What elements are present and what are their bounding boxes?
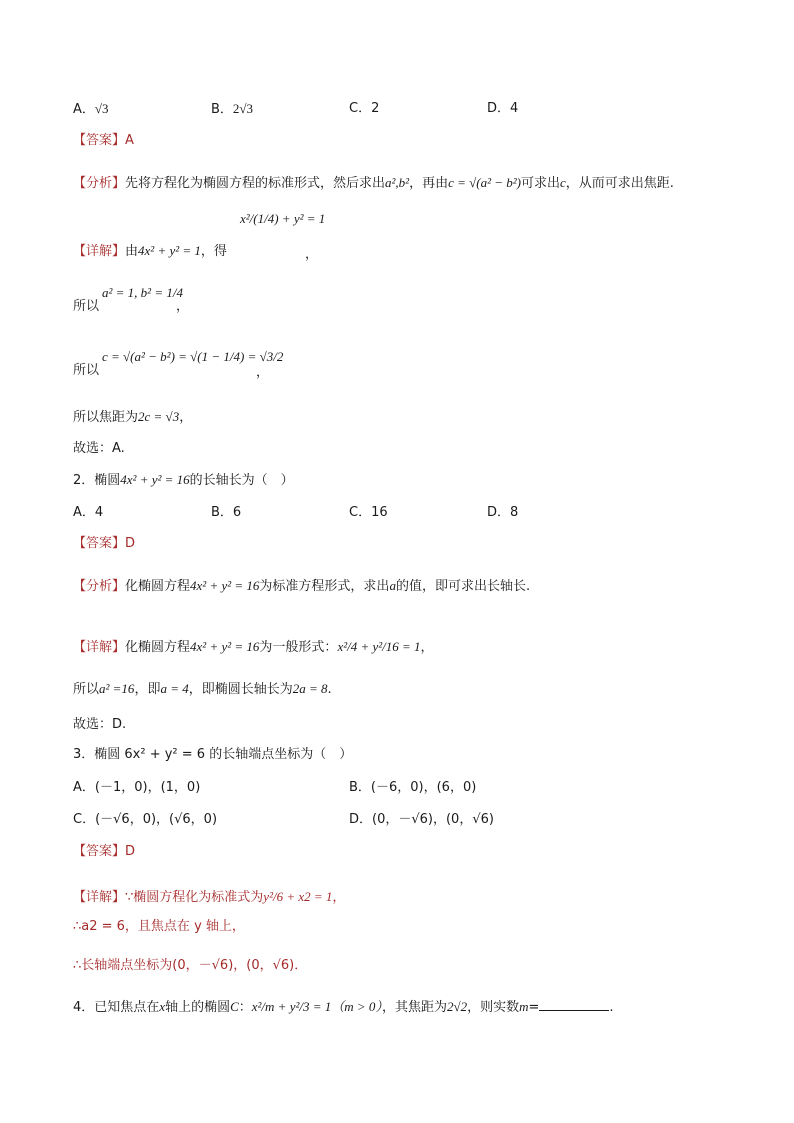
q2-stem-math: 4x² + y² = 16 (120, 472, 190, 487)
q3-answer (73, 843, 135, 861)
q1-answer (73, 132, 134, 150)
focal-label: 所以焦距为 (73, 410, 139, 425)
so-label: 所以 (73, 299, 100, 314)
q1-focal (73, 408, 192, 427)
q3-option-d: D．(0，－√6)，(0，√6) (349, 812, 494, 827)
q1-detail (73, 242, 227, 261)
so-text: ，即椭圆长轴长为 (188, 682, 293, 697)
analysis-math: 4x² + y² = 16 (190, 578, 260, 593)
detail-math: y²/6 + x2 = 1 (263, 889, 333, 904)
q4-var-x: x (159, 999, 166, 1014)
focal-math: 2c = √3 (138, 409, 180, 424)
so-end: . (327, 682, 332, 697)
answer-label: 【答案】 (73, 536, 126, 551)
q3-option-a: A．(－1，0)，(1，0) (73, 780, 201, 795)
q3-option-c: C．(－√6，0)，(√6，0) (73, 812, 218, 827)
analysis-text: 先将方程化为椭圆方程的标准形式，然后求出 (125, 176, 386, 191)
q4-text: = (528, 1000, 540, 1015)
analysis-text: 的值，即可求出长轴长. (395, 579, 531, 594)
q3-line2: ∴a2 = 6，且焦点在 y 轴上， (73, 919, 245, 934)
detail-label: 【详解】 (73, 244, 126, 259)
q4-end: . (609, 1000, 614, 1015)
line3-text: )，(0， (228, 958, 273, 973)
so-math: a = 4 (160, 681, 189, 696)
q1-so1 (73, 298, 99, 316)
q4-var-m: m (519, 999, 529, 1014)
analysis-label: 【分析】 (73, 579, 126, 594)
q2-so (73, 680, 332, 699)
q2-option-c: C．16 (349, 505, 388, 520)
analysis-math-c-formula: c = √(a² − b²) (448, 175, 521, 190)
analysis-label: 【分析】 (73, 176, 126, 191)
q4-equation: x²/m + y²/3 = 1 (251, 999, 332, 1014)
q1-so2-math: c = √(a² − b²) = √(1 − 1/4) = √3/2 (102, 349, 284, 364)
q3-stem: 3．椭圆 6x² + y² = 6 的长轴端点坐标为（ ） (73, 747, 353, 762)
analysis-text: 为标准方程形式，求出 (259, 579, 390, 594)
detail-text: ，得 (200, 244, 227, 259)
q4-text: ： (238, 1000, 252, 1015)
detail-label: 【详解】 (73, 890, 126, 905)
focal-end: ， (179, 410, 193, 425)
q4-text: 4．已知焦点在 (73, 1000, 160, 1015)
q1-detail-comma: ， (305, 247, 319, 262)
q2-option-a: A．4 (73, 505, 104, 520)
answer-label: 【答案】 (73, 133, 126, 148)
analysis-math-ab: a²,b² (385, 175, 410, 190)
q4-text: ，则实数 (467, 1000, 520, 1015)
q4-answer-blank[interactable] (539, 998, 609, 1011)
q2-option-b: B．6 (211, 505, 242, 520)
answer-label: 【答案】 (73, 844, 126, 859)
so-math: 2a = 8 (292, 681, 328, 696)
q1-so2-end: ， (256, 365, 270, 380)
q3-option-b: B．(－6，0)，(6，0) (349, 780, 477, 795)
q3-detail (73, 888, 345, 907)
q4-focal: 2√2 (446, 999, 468, 1014)
line3-math: √6 (272, 958, 290, 973)
q4-text: ，其焦距为 (381, 1000, 447, 1015)
answer-value: A (125, 133, 134, 148)
q2-stem-text: 2．椭圆 (73, 473, 121, 488)
q1-option-a-label: A． (73, 102, 95, 117)
detail-math: 4x² + y² = 16 (190, 639, 260, 654)
so-label: 所以 (73, 363, 100, 378)
detail-label: 【详解】 (73, 640, 126, 655)
analysis-text: 可求出 (521, 176, 561, 191)
line3-text: ∴长轴端点坐标为(0， (73, 958, 199, 973)
q1-option-c: C．2 (349, 101, 380, 116)
q1-option-b-math: 2√3 (232, 101, 254, 116)
line3-math: －√6 (198, 958, 229, 973)
q1-detail-standard-form: x²/(1/4) + y² = 1 (240, 211, 326, 226)
detail-end: ， (420, 640, 434, 655)
q2-detail (73, 638, 434, 657)
q4-condition: （m > 0） (331, 999, 382, 1014)
analysis-math-c: c (560, 175, 566, 190)
answer-value: D (125, 844, 136, 859)
analysis-text: ，从而可求出焦距. (565, 176, 674, 191)
q2-choose: 故选：D. (73, 717, 127, 732)
detail-end: ， (332, 890, 346, 905)
q3-line3 (73, 957, 307, 975)
q1-so1-end: ， (176, 299, 190, 314)
q1-choose: 故选：A. (73, 441, 125, 456)
detail-text: ∵椭圆方程化为标准式为 (125, 890, 264, 905)
q2-answer (73, 535, 135, 553)
q2-analysis (73, 577, 530, 596)
q4-var-c: C (230, 999, 239, 1014)
q2-option-d: D．8 (487, 505, 519, 520)
q4-text: 轴上的椭圆 (165, 1000, 231, 1015)
q4-stem (73, 998, 614, 1017)
detail-text: 由 (125, 244, 139, 259)
detail-text: 化椭圆方程 (125, 640, 191, 655)
q1-option-d: D．4 (487, 101, 519, 116)
q1-so1-math: a² = 1, b² = 1/4 (102, 285, 183, 300)
analysis-text: 化椭圆方程 (125, 579, 191, 594)
so-text: 所以 (73, 682, 100, 697)
analysis-var-a: a (389, 578, 396, 593)
q1-option-a-math: √3 (94, 101, 109, 116)
analysis-text: ，再由 (409, 176, 449, 191)
q1-analysis (73, 174, 674, 193)
detail-math-eq: 4x² + y² = 1 (138, 243, 201, 258)
q1-option-b-label: B． (211, 102, 233, 117)
so-text: ，即 (134, 682, 161, 697)
detail-text: 为一般形式： (259, 640, 338, 655)
q2-stem-text: 的长轴长为（ ） (189, 473, 294, 488)
q1-option-a (73, 100, 109, 119)
line3-text: )． (289, 958, 308, 973)
q2-stem (73, 471, 294, 490)
detail-standard-form: x²/4 + y²/16 = 1 (337, 639, 421, 654)
answer-value: D (125, 536, 136, 551)
q1-option-b (211, 100, 253, 119)
so-math: a² =16 (99, 681, 135, 696)
q1-so2 (73, 362, 99, 380)
